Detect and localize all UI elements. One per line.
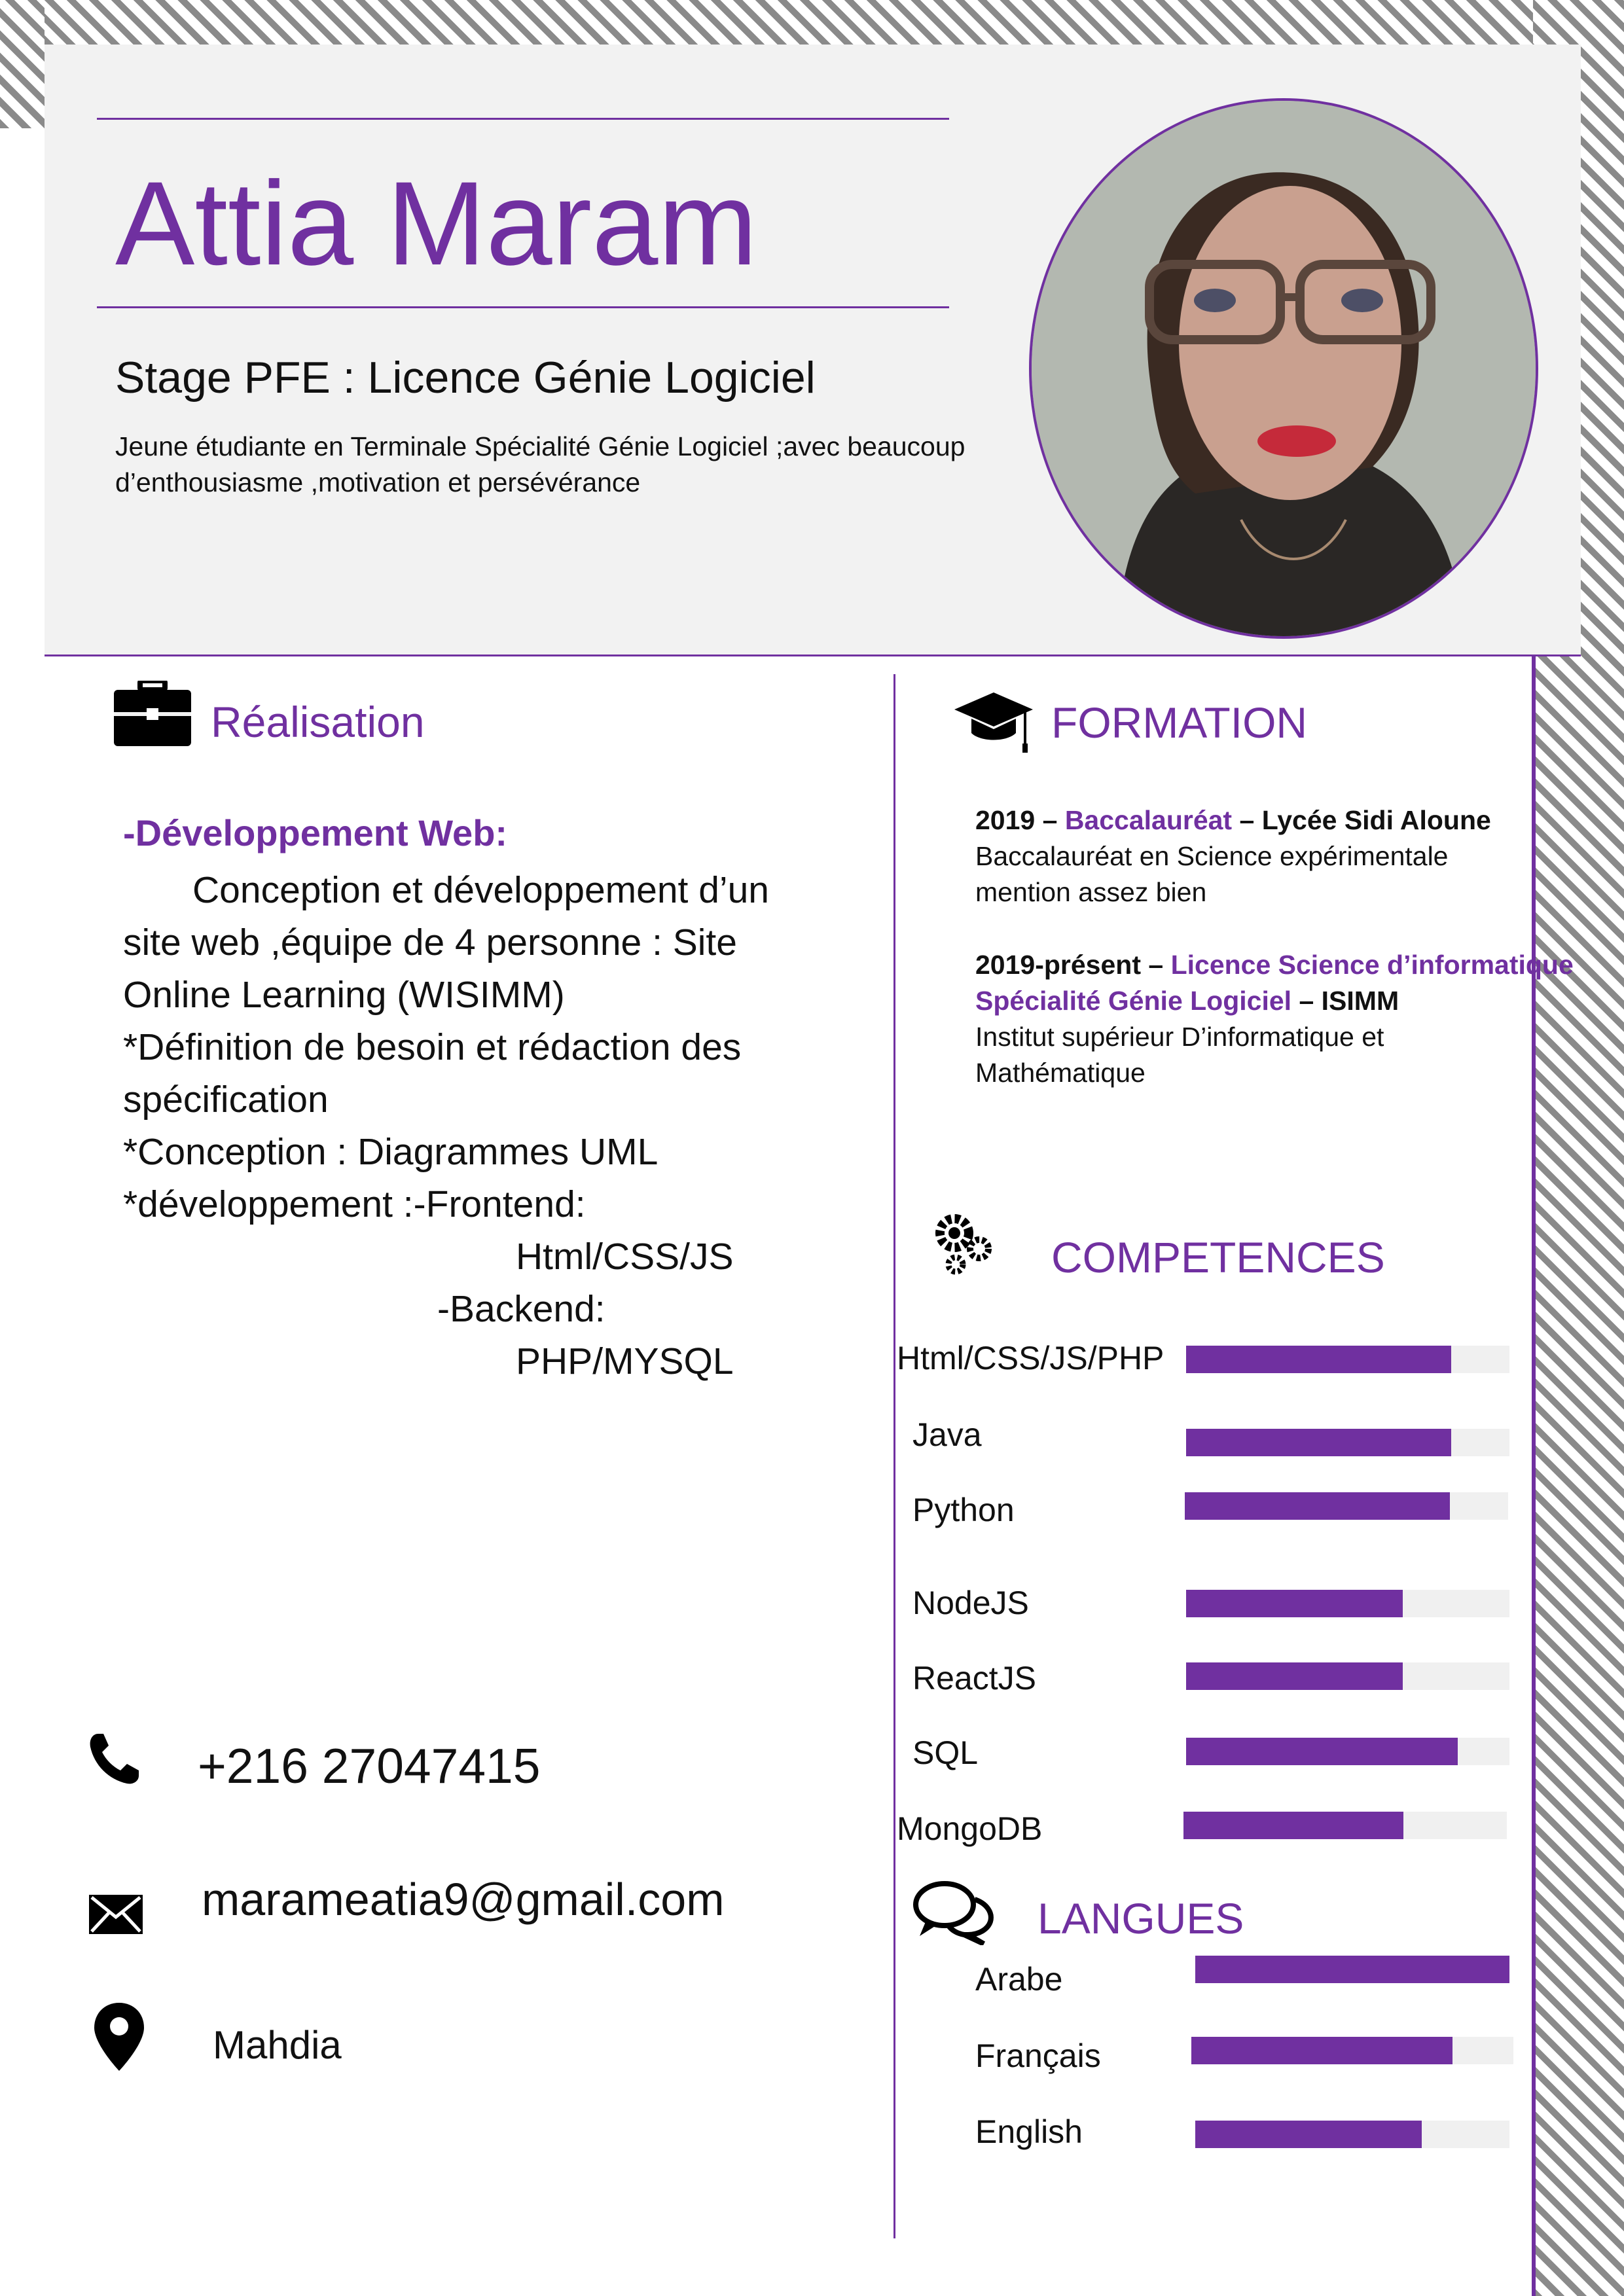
hatched-border-top bbox=[0, 0, 1624, 45]
skill-bar-fill bbox=[1186, 1590, 1403, 1617]
language-label: Français bbox=[975, 2037, 1101, 2074]
langues-title: LANGUES bbox=[1038, 1894, 1244, 1943]
formation-specialty: Spécialité Génie Logiciel bbox=[975, 986, 1292, 1016]
cv-subtitle: Stage PFE : Licence Génie Logiciel bbox=[115, 353, 816, 403]
briefcase-icon bbox=[114, 681, 191, 749]
skill-label: SQL bbox=[912, 1734, 979, 1771]
name-rule-bottom bbox=[97, 306, 949, 308]
project-line: PHP/MYSQL bbox=[516, 1340, 734, 1382]
hatched-border-left bbox=[0, 0, 45, 128]
language-bar-track bbox=[1195, 2121, 1509, 2148]
location: Mahdia bbox=[213, 2023, 342, 2067]
project-line: Online Learning (WISIMM) bbox=[123, 974, 565, 1016]
candidate-name: Attia Maram bbox=[115, 156, 758, 290]
skill-bar-fill bbox=[1186, 1662, 1403, 1690]
portrait-illustration bbox=[1032, 101, 1536, 636]
formation-year: 2019-présent – bbox=[975, 950, 1164, 980]
skill-label: Java bbox=[912, 1416, 982, 1453]
skill-bar-track bbox=[1186, 1429, 1509, 1456]
skill-bar-track bbox=[1186, 1738, 1509, 1765]
project-line: site web ,équipe de 4 personne : Site bbox=[123, 922, 737, 963]
location-pin-icon bbox=[94, 2003, 144, 2074]
language-bar-fill bbox=[1195, 2121, 1422, 2148]
gears-icon bbox=[932, 1211, 998, 1280]
language-bar-track bbox=[1195, 1956, 1509, 1983]
phone-icon bbox=[86, 1731, 141, 1789]
formation-detail: Institut supérieur D’informatique et bbox=[975, 1022, 1384, 1052]
name-rule-top bbox=[97, 118, 949, 120]
skill-bar-track bbox=[1185, 1492, 1508, 1520]
skill-label: Html/CSS/JS/PHP bbox=[897, 1340, 1164, 1376]
skill-bar-fill bbox=[1183, 1812, 1403, 1839]
formation-detail: Mathématique bbox=[975, 1058, 1146, 1088]
project-line: -Backend: bbox=[437, 1288, 605, 1330]
project-line: *Conception : Diagrammes UML bbox=[123, 1131, 659, 1173]
formation-detail: mention assez bien bbox=[975, 877, 1207, 907]
skill-bar-fill bbox=[1186, 1429, 1451, 1456]
competences-title: COMPETENCES bbox=[1051, 1233, 1385, 1282]
skill-bar-track bbox=[1186, 1346, 1509, 1373]
skill-label: ReactJS bbox=[912, 1660, 1036, 1696]
formation-school: – ISIMM bbox=[1299, 986, 1399, 1016]
profile-photo bbox=[1029, 98, 1538, 639]
intro-line: Jeune étudiante en Terminale Spécialité Génie Logiciel ;avec beaucoup bbox=[115, 431, 965, 461]
project-line: *développement :-Frontend: bbox=[123, 1183, 586, 1225]
skill-bar-fill bbox=[1186, 1738, 1458, 1765]
realisation-title: Réalisation bbox=[211, 698, 425, 746]
formation-degree: Licence Science d’informatique bbox=[1170, 950, 1574, 980]
language-label: Arabe bbox=[975, 1961, 1063, 1998]
language-bar-fill bbox=[1195, 1956, 1509, 1983]
phone-number[interactable]: +216 27047415 bbox=[198, 1738, 541, 1793]
speech-bubbles-icon bbox=[913, 1880, 996, 1948]
skill-bar-fill bbox=[1186, 1346, 1451, 1373]
skill-bar-track bbox=[1186, 1662, 1509, 1690]
language-bar-fill bbox=[1191, 2037, 1453, 2064]
intro-line: d’enthousiasme ,motivation et persévérance bbox=[115, 467, 641, 498]
email-address[interactable]: marameatia9@gmail.com bbox=[202, 1874, 725, 1925]
formation-degree: Baccalauréat bbox=[1064, 805, 1233, 835]
envelope-icon bbox=[89, 1895, 143, 1937]
project-line: spécification bbox=[123, 1079, 329, 1121]
project-line: Conception et développement d’un bbox=[192, 869, 769, 911]
skill-bar-fill bbox=[1185, 1492, 1450, 1520]
formation-school: – Lycée Sidi Aloune bbox=[1239, 805, 1491, 835]
formation-entry-licence bbox=[975, 947, 1574, 1091]
formation-year: 2019 – bbox=[975, 805, 1058, 835]
skill-label: MongoDB bbox=[897, 1810, 1043, 1847]
skill-bar-track bbox=[1183, 1812, 1507, 1839]
language-bar-track bbox=[1191, 2037, 1513, 2064]
project-description bbox=[123, 864, 850, 1388]
column-divider bbox=[893, 674, 895, 2238]
project-line: Html/CSS/JS bbox=[516, 1236, 734, 1278]
skill-label: NodeJS bbox=[912, 1585, 1029, 1621]
language-label: English bbox=[975, 2113, 1083, 2150]
formation-detail: Baccalauréat en Science expérimentale bbox=[975, 841, 1449, 871]
skill-bar-track bbox=[1186, 1590, 1509, 1617]
project-title: -Développement Web: bbox=[123, 812, 508, 853]
formation-entry-bac bbox=[975, 802, 1564, 910]
graduation-cap-icon bbox=[954, 692, 1033, 756]
project-line: *Définition de besoin et rédaction des bbox=[123, 1026, 742, 1068]
formation-title: FORMATION bbox=[1051, 698, 1308, 747]
skill-label: Python bbox=[912, 1492, 1015, 1528]
intro-text bbox=[115, 429, 1005, 501]
